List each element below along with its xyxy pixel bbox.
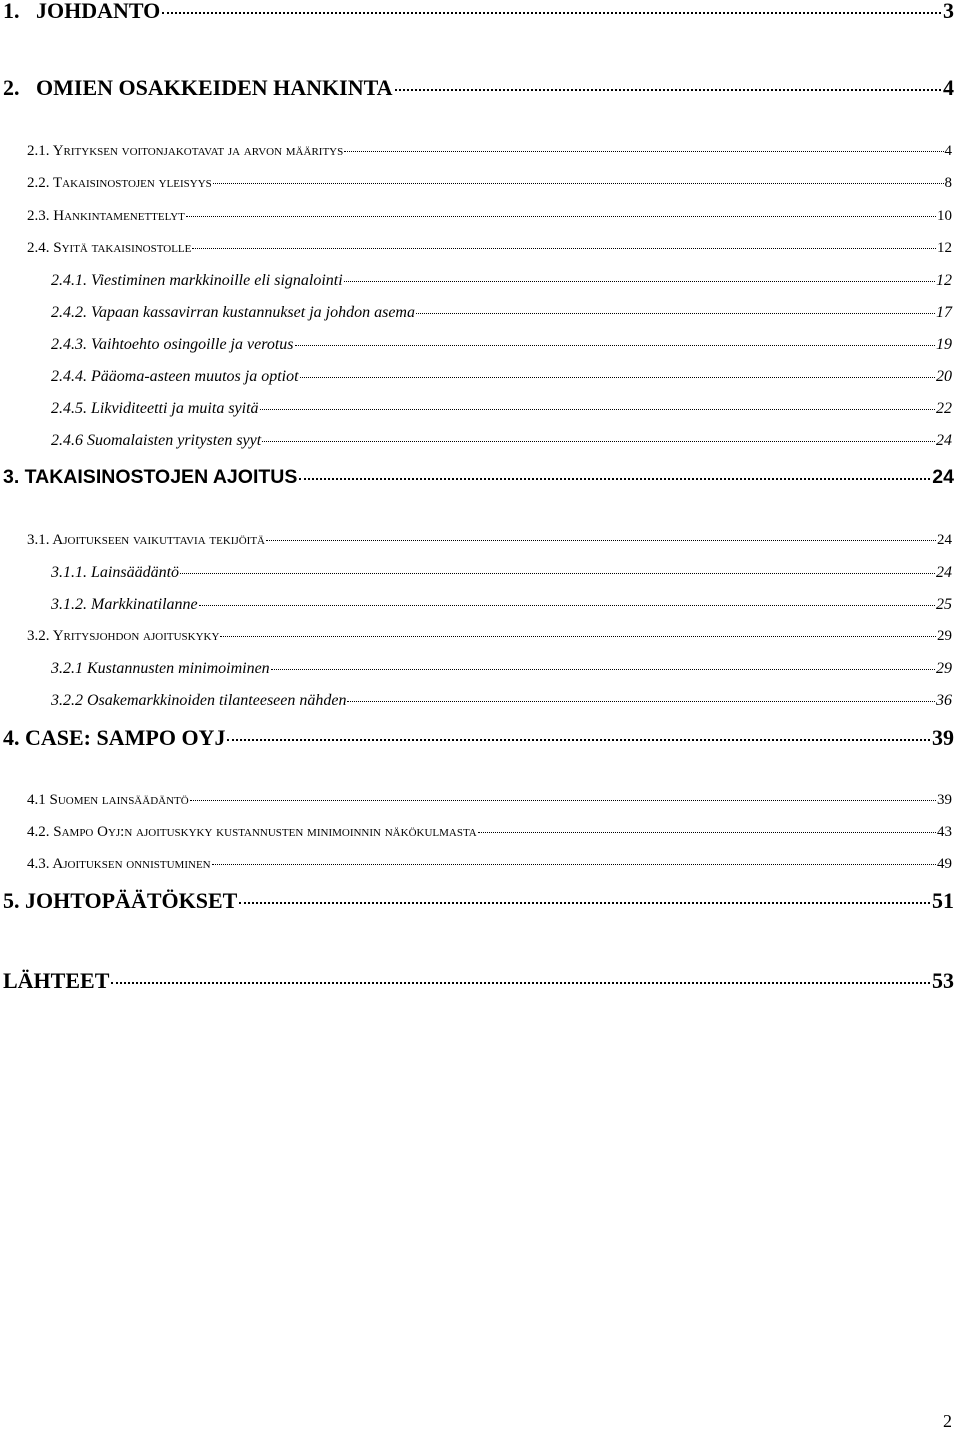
toc-entry-2-4[interactable] xyxy=(27,240,952,257)
toc-entry-page: 12 xyxy=(936,272,952,289)
toc-entry-2-1[interactable] xyxy=(27,143,952,160)
toc-entry-case-sampo[interactable] xyxy=(3,725,954,751)
toc-entry-2-4-4[interactable] xyxy=(51,368,952,386)
toc-entry-page: 4 xyxy=(944,143,952,159)
toc-leader-dots xyxy=(162,12,941,14)
toc-entry-title: 2.2. Takaisinostojen yleisyys xyxy=(27,175,212,191)
toc-entry-page: 43 xyxy=(937,824,952,840)
toc-entry-page: 24 xyxy=(937,532,952,548)
toc-leader-dots xyxy=(186,216,936,217)
toc-entry-title: 4.1 Suomen lainsäädäntö xyxy=(27,792,189,808)
toc-entry-johtopaatokset[interactable] xyxy=(3,888,954,914)
toc-leader-dots xyxy=(299,478,930,480)
toc-entry-4-2[interactable] xyxy=(27,824,952,841)
toc-entry-page: 39 xyxy=(937,792,952,808)
toc-entry-2-4-6[interactable] xyxy=(51,432,952,450)
toc-entry-3-1-1[interactable] xyxy=(51,564,952,582)
toc-entry-page: 49 xyxy=(937,856,952,872)
toc-leader-dots xyxy=(262,441,935,442)
toc-entry-page: 4 xyxy=(943,75,954,100)
toc-leader-dots xyxy=(344,151,943,152)
toc-entry-johdanto[interactable] xyxy=(3,0,954,24)
toc-entry-page: 19 xyxy=(936,336,952,353)
toc-leader-dots xyxy=(344,281,935,282)
toc-leader-dots xyxy=(295,345,936,346)
toc-entry-takaisinostojen-ajoitus[interactable] xyxy=(3,466,954,489)
toc-entry-title: 5. JOHTOPÄÄTÖKSET xyxy=(3,888,238,913)
toc-leader-dots xyxy=(213,183,944,184)
toc-entry-page: 29 xyxy=(936,660,952,677)
toc-leader-dots xyxy=(478,832,936,833)
toc-entry-page: 39 xyxy=(932,725,954,750)
toc-entry-page: 20 xyxy=(936,368,952,385)
toc-entry-title: LÄHTEET xyxy=(3,968,110,993)
toc-entry-title: 3.2.2 Osakemarkkinoiden tilanteeseen nähden xyxy=(51,692,347,709)
toc-entry-title: 1. JOHDANTO xyxy=(3,0,161,23)
toc-entry-page: 53 xyxy=(932,968,954,993)
toc-entry-2-4-1[interactable] xyxy=(51,272,952,290)
toc-entry-3-1[interactable] xyxy=(27,532,952,549)
toc-entry-2-4-5[interactable] xyxy=(51,400,952,418)
toc-entry-title: 3. TAKAISINOSTOJEN AJOITUS xyxy=(3,466,298,488)
toc-leader-dots xyxy=(260,409,935,410)
toc-entry-page: 36 xyxy=(936,692,952,709)
toc-leader-dots xyxy=(192,248,936,249)
toc-entry-title: 2.4.1. Viestiminen markkinoille eli signalointi xyxy=(51,272,343,289)
toc-entry-2-4-2[interactable] xyxy=(51,304,952,322)
toc-entry-page: 10 xyxy=(937,208,952,224)
toc-leader-dots xyxy=(212,864,936,865)
toc-entry-title: 2. OMIEN OSAKKEIDEN HANKINTA xyxy=(3,75,393,100)
toc-entry-omien-osakkeiden-hankinta[interactable] xyxy=(3,75,954,101)
toc-entry-3-2-2[interactable] xyxy=(51,692,952,710)
toc-entry-title: 4.3. Ajoituksen onnistuminen xyxy=(27,856,211,872)
toc-entry-page: 24 xyxy=(936,564,952,581)
toc-entry-title: 2.4.4. Pääoma-asteen muutos ja optiot xyxy=(51,368,299,385)
toc-entry-title: 3.2.1 Kustannusten minimoiminen xyxy=(51,660,270,677)
toc-leader-dots xyxy=(111,982,930,984)
toc-entry-2-2[interactable] xyxy=(27,175,952,192)
toc-entry-page: 8 xyxy=(944,175,952,191)
toc-entry-title: 2.4.3. Vaihtoehto osingoille ja verotus xyxy=(51,336,294,353)
toc-entry-2-3[interactable] xyxy=(27,208,952,225)
toc-leader-dots xyxy=(347,701,935,702)
toc-entry-2-4-3[interactable] xyxy=(51,336,952,354)
toc-entry-page: 3 xyxy=(943,0,954,23)
toc-entry-page: 24 xyxy=(936,432,952,449)
toc-leader-dots xyxy=(199,605,935,606)
toc-entry-page: 12 xyxy=(937,240,952,256)
toc-leader-dots xyxy=(395,89,941,91)
toc-entry-title: 3.1.1. Lainsäädäntö xyxy=(51,564,180,581)
toc-entry-4-3[interactable] xyxy=(27,856,952,873)
toc-entry-3-1-2[interactable] xyxy=(51,596,952,614)
toc-leader-dots xyxy=(239,902,930,904)
toc-entry-title: 2.4.5. Likviditeetti ja muita syitä xyxy=(51,400,259,417)
toc-leader-dots xyxy=(180,573,935,574)
toc-entry-title: 4.2. Sampo Oyj:n ajoituskyky kustannusten minimoinnin näkökulmasta xyxy=(27,824,477,840)
toc-entry-title: 2.1. Yrityksen voitonjakotavat ja arvon määritys xyxy=(27,143,344,159)
toc-entry-title: 3.1.2. Markkinatilanne xyxy=(51,596,198,613)
toc-leader-dots xyxy=(266,540,936,541)
toc-entry-4-1[interactable] xyxy=(27,792,952,809)
toc-entry-page: 24 xyxy=(932,466,954,488)
toc-entry-title: 2.4.2. Vapaan kassavirran kustannukset ja johdon asema xyxy=(51,304,415,321)
toc-entry-title: 3.1. Ajoitukseen vaikuttavia tekijöitä xyxy=(27,532,266,548)
toc-entry-lahteet[interactable] xyxy=(3,968,954,994)
toc-entry-page: 17 xyxy=(936,304,952,321)
toc-entry-title: 3.2. Yritysjohdon ajoituskyky xyxy=(27,628,220,644)
toc-entry-3-2[interactable] xyxy=(27,628,952,645)
page-number: 2 xyxy=(943,1411,952,1431)
toc-leader-dots xyxy=(416,313,935,314)
toc-entry-page: 29 xyxy=(937,628,952,644)
toc-entry-3-2-1[interactable] xyxy=(51,660,952,678)
toc-entry-page: 25 xyxy=(936,596,952,613)
toc-entry-title: 2.4. Syitä takaisinostolle xyxy=(27,240,192,256)
toc-leader-dots xyxy=(190,800,936,801)
toc-leader-dots xyxy=(227,739,930,741)
toc-entry-title: 2.4.6 Suomalaisten yritysten syyt xyxy=(51,432,262,449)
toc-entry-title: 4. CASE: SAMPO OYJ xyxy=(3,725,226,750)
toc-leader-dots xyxy=(220,636,936,637)
toc-entry-title: 2.3. Hankintamenettelyt xyxy=(27,208,185,224)
toc-entry-page: 22 xyxy=(936,400,952,417)
toc-entry-page: 51 xyxy=(932,888,954,913)
toc-leader-dots xyxy=(300,377,935,378)
toc-leader-dots xyxy=(271,669,935,670)
